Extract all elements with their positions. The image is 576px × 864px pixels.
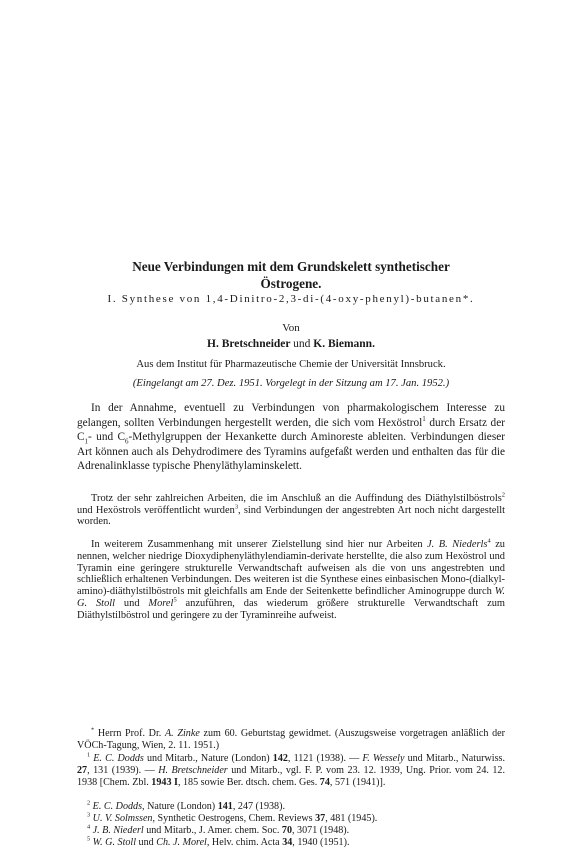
paragraph-context: In weiterem Zusammenhang mit unserer Zielstellung sind hier nur Arbeiten J. B. Niederls$^4$ zu nennen, welcher niedrige Dioxydiphenyläthylendiamin-derivate herstellte, die also zum Hexöstrol und Tyramin eine geringere strukturelle Verwandtschaft aufweisen als die von uns angestrebten und schließlich erhaltenen Verbindungen. Des weiteren ist die Synthese eines einbasischen Mono-(dialkyl-amino)-diäthylstilböstrols mit gleichfalls am Ende der Seitenkette befindlicher Aminogruppe durch W. G. Stoll und Morel$^5$ anzuführen, das wiederum größere strukturelle Verwandtschaft zum Diäthylstilböstrol und geringere zu der Tyraminreihe aufweist. — [77, 537, 505, 621]
footnote-ref: 2 — [501, 491, 505, 499]
cited-author: J. B. Niederls — [427, 539, 488, 550]
footnote-star: * Herrn Prof. Dr. A. Zinke zum 60. Geburtstag gewidmet. (Auszugsweise vorgetragen anläßlich der VÖCh-Tagung, Wien, 2. 11. 1951.) — [77, 726, 505, 751]
cited-author: Morel — [148, 597, 174, 609]
cited-author: W. G. Stoll — [77, 586, 505, 609]
author-2: K. Biemann. — [313, 338, 375, 350]
authors — [77, 338, 505, 350]
title-line-2: Östrogene. — [260, 276, 322, 291]
by-line: Von — [282, 322, 300, 334]
author-1: H. Bretschneider — [207, 338, 291, 350]
affiliation: Aus dem Institut für Pharmazeutische Chemie der Universität Innsbruck. — [136, 359, 446, 370]
footnote-ref: 1 — [422, 414, 426, 423]
footnote-separator — [77, 723, 505, 724]
article-title — [77, 258, 505, 292]
footnote-5: $^5$ W. G. Stoll und Ch. J. Morel, Helv. chim. Acta 34, 1940 (1951). — [87, 835, 350, 848]
paragraph-intro: In der Annahme, eventuell zu Verbindungen von pharmakologischem Interesse zu gelangen, sollten Verbindungen hergestellt werden, die sich vom Hexöstrol$^1$ durch Ersatz der $C_1-$ und $C_6$-Methylgruppen der Hexankette durch Aminoreste ableiten. Verbindungen dieser Art können auch als Dehydrodimere des Tyramins aufgefaßt werden und enthalten das für die Adrenalinklasse typische Phenyläthylaminskelett. — [77, 402, 505, 473]
paragraph-prior-work: Trotz der sehr zahlreichen Arbeiten, die im Anschluß an die Auffindung des Diäthylstilböstrols$^2$ und Hexöstrols veröffentlicht wurden$^3$, sind Verbindungen der angestrebten Art noch nicht dargestellt worden. — [77, 491, 505, 528]
footnote-ref: 3 — [234, 503, 239, 511]
submission-dates: (Eingelangt am 27. Dez. 1951. Vorgelegt in der Sitzung am 17. Jan. 1952.) — [132, 378, 450, 389]
footnote-ref: 4 — [487, 537, 491, 545]
footnote-2: $^2$ E. C. Dodds, Nature (London) 141, 247 (1938). — [87, 799, 285, 812]
footnote-1: $^1$ E. C. Dodds und Mitarb., Nature (London) 142, 1121 (1938). — F. Wessely und Mitarb., Naturwiss. 27, 131 (1939). — H. Bretschneider und Mitarb., vgl. F. P. vom 23. 12. 1939, Ung. Prior. vom 24. 12. 1938 [Chem. Zbl. 1943 I, 185 sowie Ber. dtsch. chem. Ges. 74, 571 (1941)]. — [77, 751, 505, 788]
footnote-3: $^3$ U. V. Solmssen, Synthetic Oestrogens, Chem. Reviews 37, 481 (1945). — [87, 811, 378, 824]
footnote-ref: 5 — [173, 596, 177, 604]
author-conjunction: und — [293, 338, 311, 350]
article-subtitle: I. Synthese von 1,4-Dinitro-2,3-di-(4-oxy-phenyl)-butanen*. — [107, 293, 475, 305]
footnote-4: $^4$ J. B. Niederl und Mitarb., J. Amer. chem. Soc. 70, 3071 (1948). — [87, 823, 350, 836]
title-line-1: Neue Verbindungen mit dem Grundskelett synthetischer — [132, 259, 450, 274]
